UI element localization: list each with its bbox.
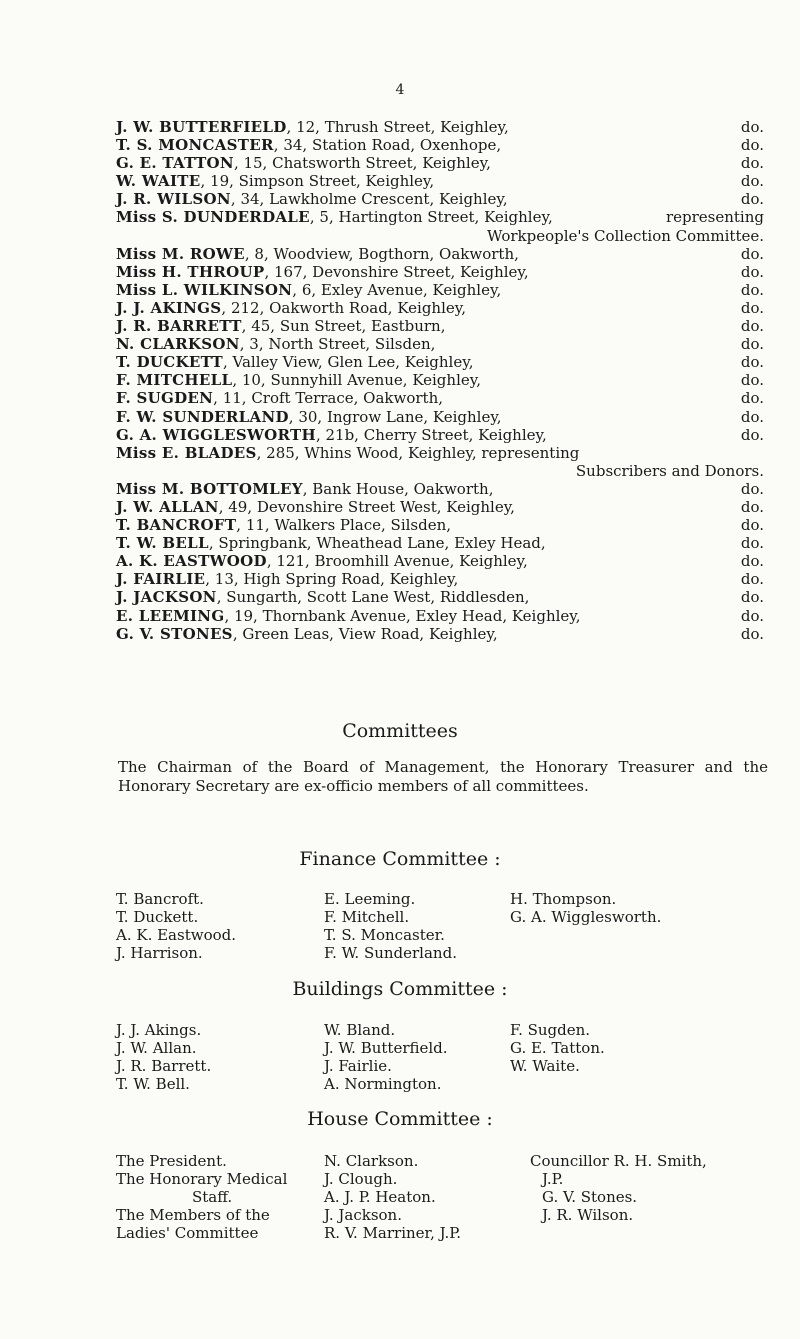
member-row [116, 371, 764, 389]
member-name: T. Duckett. [116, 908, 199, 926]
member-status: do. [740, 244, 764, 263]
member-name: Staff. [192, 1188, 233, 1206]
member-status: do. [740, 353, 764, 372]
member-name: J. W. ALLAN [116, 497, 219, 516]
member-name: J. FAIRLIE [116, 570, 206, 589]
member-address: , 212, Oakworth Road, Keighley, [221, 298, 467, 317]
member-status: do. [740, 280, 764, 299]
member-status: representing [665, 208, 764, 227]
house-col-3 [530, 1152, 707, 1224]
member-row [116, 534, 764, 552]
member-name: N. CLARKSON [116, 335, 240, 354]
member-continuation: Subscribers and Donors. [575, 461, 764, 480]
member-name: Ladies' Committee [116, 1224, 259, 1242]
member-status: do. [740, 190, 764, 209]
member-status: do. [740, 552, 764, 571]
member-name: G. A. Wigglesworth. [510, 908, 662, 926]
member-row [116, 281, 764, 299]
member-address: , Green Leas, View Road, Keighley, [232, 624, 498, 643]
member-address: , 19, Simpson Street, Keighley, [200, 172, 435, 191]
member-name: Miss S. DUNDERDALE [116, 208, 310, 227]
member-row [116, 335, 764, 353]
member-name: J. J. AKINGS [116, 298, 222, 317]
member-row [116, 570, 764, 588]
member-address: , 11, Croft Terrace, Oakworth, [213, 389, 443, 408]
member-status: do. [740, 534, 764, 553]
member-name: A. Normington. [324, 1075, 442, 1093]
member-name: The President. [116, 1152, 227, 1170]
member-name: G. A. WIGGLESWORTH [116, 425, 316, 444]
member-address: , Springbank, Wheathead Lane, Exley Head, [208, 534, 546, 553]
member-address: , 8, Woodview, Bogthorn, Oakworth, [244, 244, 519, 263]
member-status: do. [740, 570, 764, 589]
member-name: J. Jackson. [324, 1206, 402, 1224]
member-name: W. Waite. [510, 1057, 580, 1075]
house-col-1 [116, 1152, 287, 1242]
committees-intro: The Chairman of the Board of Management, the Honorary Treasurer and the Honorary Secretary are ex-officio members of all committees. [118, 758, 768, 795]
member-status: do. [740, 606, 764, 625]
member-name: The Members of the [116, 1206, 270, 1224]
member-status: do. [740, 172, 764, 191]
member-status: do. [740, 335, 764, 354]
member-name: Miss L. WILKINSON [116, 280, 293, 299]
member-name: A. K. Eastwood. [116, 926, 236, 944]
member-status: do. [740, 425, 764, 444]
member-name: G. E. Tatton. [510, 1039, 605, 1057]
member-name: F. MITCHELL [116, 371, 233, 390]
finance-col-3 [510, 890, 661, 926]
member-row [116, 588, 764, 606]
member-address: , 21b, Cherry Street, Keighley, [315, 425, 547, 444]
member-name: H. Thompson. [510, 890, 617, 908]
finance-committee-heading: Finance Committee : [299, 848, 501, 870]
member-address: , 167, Devonshire Street, Keighley, [264, 262, 529, 281]
member-name: F. W. Sunderland. [324, 944, 457, 962]
member-row [116, 625, 764, 643]
member-row [116, 118, 764, 136]
member-name: Miss M. BOTTOMLEY [116, 479, 303, 498]
member-status: do. [740, 407, 764, 426]
member-continuation: Workpeople's Collection Committee. [486, 226, 764, 245]
member-name: W. WAITE [116, 172, 201, 191]
member-status: do. [740, 371, 764, 390]
member-status: do. [740, 298, 764, 317]
house-col-2 [324, 1152, 461, 1242]
buildings-col-3 [510, 1021, 605, 1075]
member-address: , 45, Sun Street, Eastburn, [241, 317, 446, 336]
member-row [116, 263, 764, 281]
finance-col-2 [324, 890, 457, 962]
member-name: J. Clough. [324, 1170, 398, 1188]
member-name: E. LEEMING [116, 606, 225, 625]
member-row [116, 190, 764, 208]
member-name: F. Sugden. [510, 1021, 591, 1039]
member-address: , 19, Thornbank Avenue, Exley Head, Keighley, [224, 606, 581, 625]
member-name: F. SUGDEN [116, 389, 214, 408]
committees-heading: Committees [342, 720, 458, 742]
member-status: do. [740, 588, 764, 607]
member-address: , 3, North Street, Silsden, [239, 335, 436, 354]
member-address: , 34, Station Road, Oxenhope, [273, 136, 502, 155]
member-status: do. [740, 479, 764, 498]
member-name: G. V. STONES [116, 624, 233, 643]
member-list [116, 118, 764, 643]
member-name: T. S. Moncaster. [324, 926, 445, 944]
member-status: do. [740, 118, 764, 136]
member-name: A. K. EASTWOOD [116, 552, 267, 571]
member-row [116, 444, 764, 462]
member-name: J. W. Butterfield. [324, 1039, 448, 1057]
member-row [116, 516, 764, 534]
member-name: Councillor R. H. Smith, [530, 1152, 707, 1170]
member-name: F. W. SUNDERLAND [116, 407, 289, 426]
member-name: J. Fairlie. [324, 1057, 392, 1075]
member-address: , Bank House, Oakworth, [302, 479, 494, 498]
member-row [116, 154, 764, 172]
member-address: , 121, Broomhill Avenue, Keighley, [266, 552, 528, 571]
member-name: F. Mitchell. [324, 908, 410, 926]
member-name: W. Bland. [324, 1021, 396, 1039]
member-name: T. BANCROFT [116, 516, 237, 535]
member-address: , 6, Exley Avenue, Keighley, [292, 280, 502, 299]
member-address: , 5, Hartington Street, Keighley, [309, 208, 553, 227]
page-number: 4 [395, 82, 405, 98]
member-address: , 13, High Spring Road, Keighley, [205, 570, 459, 589]
member-status [704, 444, 764, 462]
member-address: , 285, Whins Wood, Keighley, representing [256, 443, 580, 462]
member-name: J. R. Barrett. [116, 1057, 212, 1075]
member-status: do. [740, 516, 764, 535]
member-name: J. JACKSON [116, 588, 217, 607]
member-name: T. S. MONCASTER [116, 136, 274, 155]
member-status: do. [740, 389, 764, 408]
house-committee-heading: House Committee : [307, 1108, 493, 1130]
member-name: R. V. Marriner, J.P. [324, 1224, 462, 1242]
member-status: do. [740, 497, 764, 516]
member-status: do. [740, 624, 764, 643]
member-row [116, 480, 764, 498]
member-name: G. E. TATTON [116, 154, 234, 173]
finance-col-1 [116, 890, 236, 962]
member-address: , Valley View, Glen Lee, Keighley, [222, 353, 474, 372]
member-address: , 30, Ingrow Lane, Keighley, [288, 407, 502, 426]
buildings-committee-heading: Buildings Committee : [292, 978, 508, 1000]
member-address: , 34, Lawkholme Crescent, Keighley, [230, 190, 508, 209]
member-row [116, 408, 764, 426]
member-row [116, 299, 764, 317]
member-row [116, 498, 764, 516]
member-name: N. Clarkson. [324, 1152, 419, 1170]
member-status: do. [740, 317, 764, 336]
member-name: Miss E. BLADES [116, 443, 257, 462]
member-row [116, 389, 764, 407]
member-name: T. W. Bell. [116, 1075, 190, 1093]
member-name: The Honorary Medical [116, 1170, 288, 1188]
buildings-col-2 [324, 1021, 448, 1093]
member-address: , 49, Devonshire Street West, Keighley, [218, 497, 515, 516]
member-name: J. R. BARRETT [116, 317, 242, 336]
member-name: J.P. [542, 1170, 564, 1188]
member-name: T. Bancroft. [116, 890, 204, 908]
member-row [116, 136, 764, 154]
member-row [116, 245, 764, 263]
member-status: do. [740, 136, 764, 155]
member-address: , 12, Thrush Street, Keighley, [286, 118, 509, 136]
member-row [116, 172, 764, 190]
member-name: J. R. WILSON [116, 190, 231, 209]
member-name: Miss H. THROUP [116, 262, 265, 281]
member-name: A. J. P. Heaton. [324, 1188, 436, 1206]
member-name: J. J. Akings. [116, 1021, 202, 1039]
member-name: J. W. Allan. [116, 1039, 197, 1057]
member-name: Miss M. ROWE [116, 244, 245, 263]
member-status: do. [740, 262, 764, 281]
member-status: do. [740, 154, 764, 173]
member-row [116, 208, 764, 226]
member-name: J. R. Wilson. [542, 1206, 634, 1224]
member-row [116, 607, 764, 625]
member-name: J. Harrison. [116, 944, 203, 962]
member-row [116, 552, 764, 570]
member-name: T. DUCKETT [116, 353, 223, 372]
member-row [116, 426, 764, 444]
member-address: , 15, Chatsworth Street, Keighley, [233, 154, 491, 173]
member-name: E. Leeming. [324, 890, 416, 908]
member-name: J. W. BUTTERFIELD [116, 118, 287, 136]
member-name: T. W. BELL [116, 534, 209, 553]
buildings-col-1 [116, 1021, 211, 1093]
member-name: G. V. Stones. [542, 1188, 638, 1206]
member-row [116, 353, 764, 371]
member-address: , 11, Walkers Place, Silsden, [236, 516, 452, 535]
member-address: , Sungarth, Scott Lane West, Riddlesden, [216, 588, 530, 607]
member-address: , 10, Sunnyhill Avenue, Keighley, [232, 371, 481, 390]
member-row [116, 317, 764, 335]
